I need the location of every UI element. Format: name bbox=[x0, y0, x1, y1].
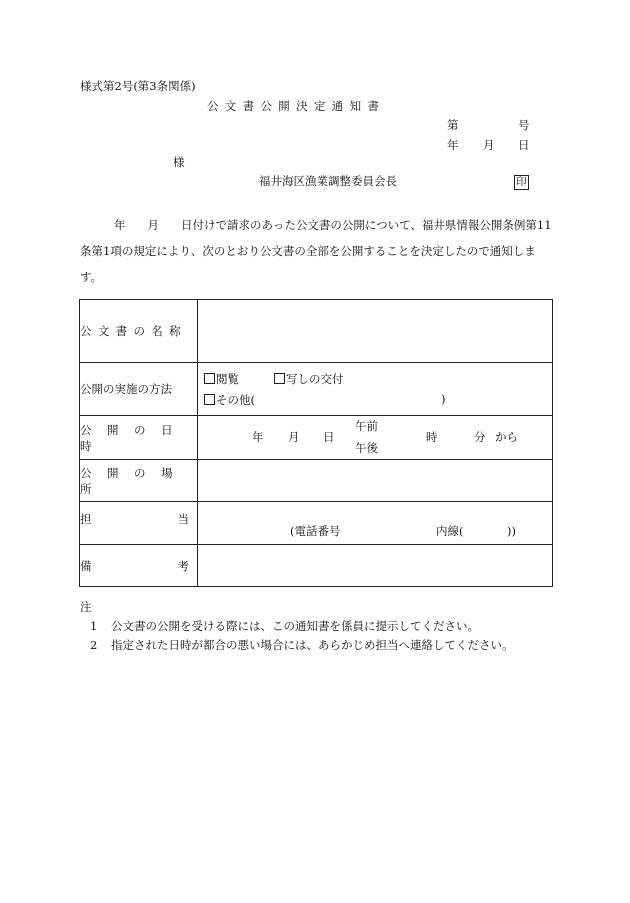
table-row bbox=[80, 502, 553, 545]
value-datetime bbox=[198, 416, 553, 460]
label-method: 公開の実施の方法 bbox=[80, 363, 198, 416]
value-contact bbox=[198, 502, 553, 545]
value-remarks bbox=[198, 545, 553, 587]
dt-month: 月 bbox=[288, 430, 300, 444]
dt-hour: 時 bbox=[426, 430, 438, 444]
checkbox-other[interactable]: その他( bbox=[204, 394, 255, 407]
value-place bbox=[198, 460, 553, 502]
body-month: 月 bbox=[147, 218, 159, 232]
value-method bbox=[198, 363, 553, 416]
date-year: 年 bbox=[447, 138, 459, 152]
date-month: 月 bbox=[483, 138, 495, 152]
other-close-paren: ) bbox=[441, 392, 446, 406]
checkbox-icon bbox=[204, 394, 215, 405]
dt-day: 日 bbox=[323, 430, 335, 444]
number-prefix: 第 bbox=[447, 118, 459, 132]
dt-minute: 分 bbox=[474, 430, 486, 444]
body-year: 年 bbox=[114, 218, 126, 232]
value-document-name bbox=[198, 300, 553, 363]
label-place: 公開の場所 bbox=[80, 460, 198, 502]
notes-heading: 注 bbox=[80, 600, 92, 614]
document-title: 公文書公開決定通知書 bbox=[207, 99, 386, 113]
dt-am: 午前 bbox=[355, 419, 378, 433]
checkbox-copy[interactable]: 写しの交付 bbox=[274, 373, 344, 386]
dt-year: 年 bbox=[252, 430, 264, 444]
note-item: 1 公文書の公開を受ける際には、この通知書を係員に提示してください。 bbox=[90, 619, 479, 633]
table-row bbox=[80, 545, 553, 587]
checkbox-icon bbox=[204, 373, 215, 384]
label-document-name: 公文書の名称 bbox=[80, 300, 198, 363]
body-paragraph bbox=[80, 212, 554, 290]
table-row bbox=[80, 460, 553, 502]
body-text: 日付けで請求のあった公文書の公開について、福井県情報公開条例第11条第1項の規定により、次のとおり公文書の全部を公開することを決定したので通知します。 bbox=[80, 218, 552, 284]
table-row bbox=[80, 363, 553, 416]
notes bbox=[80, 598, 514, 655]
recipient-suffix: 様 bbox=[173, 155, 185, 169]
checkbox-icon bbox=[274, 373, 285, 384]
note-item: 2 指定された日時が都合の悪い場合には、あらかじめ担当へ連絡してください。 bbox=[90, 638, 514, 652]
label-remarks: 備 考 bbox=[80, 545, 198, 587]
issuer-name: 福井海区漁業調整委員会長 bbox=[259, 174, 397, 188]
extension-label: 内線( bbox=[436, 524, 464, 538]
extension-close: )) bbox=[507, 524, 516, 538]
phone-label: (電話番号 bbox=[290, 524, 341, 538]
number-suffix: 号 bbox=[518, 118, 530, 132]
seal-mark: 印 bbox=[516, 176, 527, 188]
checkbox-view[interactable]: 閲覧 bbox=[204, 373, 239, 386]
label-contact: 担 当 bbox=[80, 502, 198, 545]
table-row bbox=[80, 300, 553, 363]
table-row bbox=[80, 416, 553, 460]
dt-from: から bbox=[495, 430, 518, 444]
label-datetime: 公開の日時 bbox=[80, 416, 198, 460]
disclosure-table bbox=[79, 299, 553, 587]
form-number: 様式第2号(第3条関係) bbox=[80, 79, 196, 93]
dt-pm: 午後 bbox=[355, 441, 378, 455]
date-day: 日 bbox=[518, 138, 530, 152]
